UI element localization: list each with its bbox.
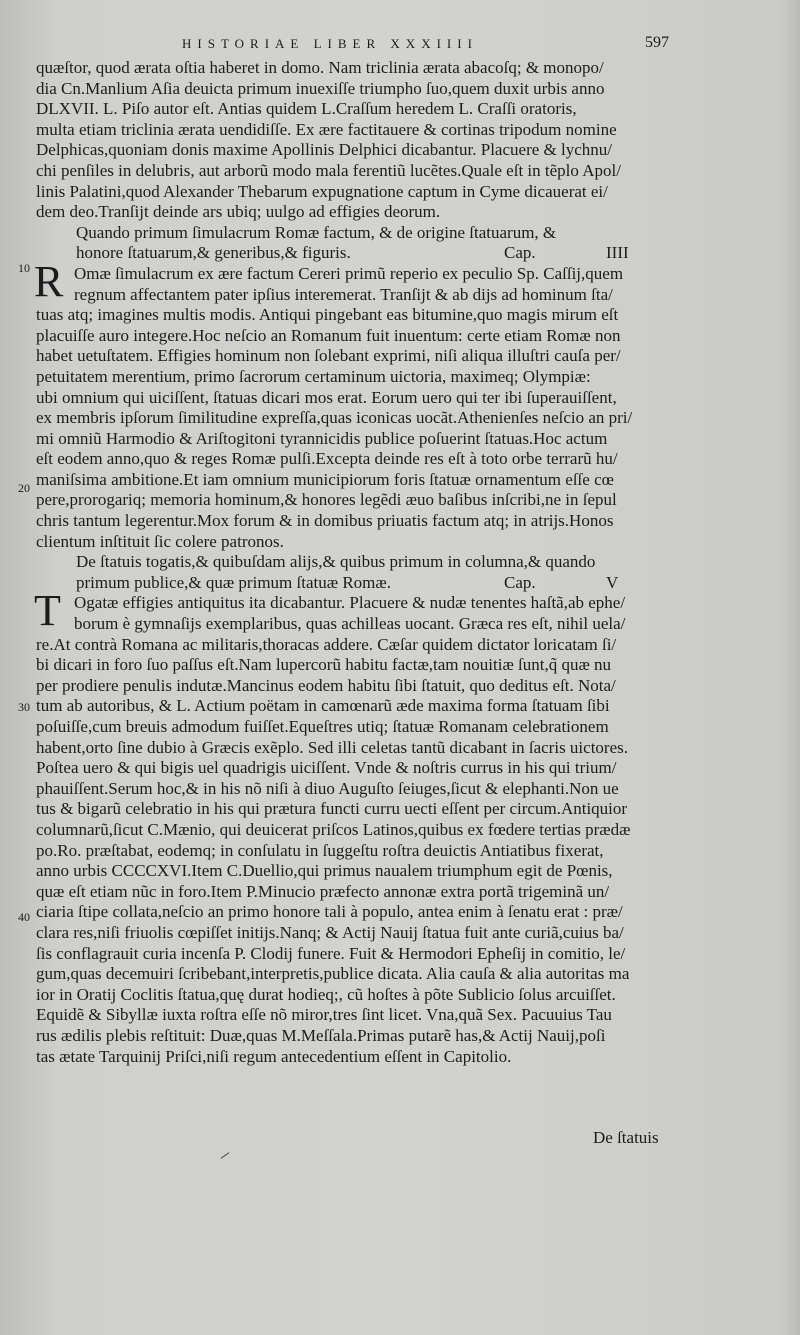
text-line: ſis conflagrauit curia incenſa P. Clodij funere. Fuit & Hermodori Epheſij in comitio, le/ xyxy=(36,943,626,963)
text-line: pere,prorogariq; memoria hominum,& honores legẽdi æuo baſibus inſcribi,ne in ſepul xyxy=(36,490,617,510)
drop-capital: T xyxy=(34,586,61,636)
text-line: chi penſiles in delubris, aut arborũ modo mala ferentiũ lucẽtes.Quale eſt in tẽplo Apol/ xyxy=(36,160,621,180)
text-line: tuas atq; imagines multis modis. Antiqui pingebant eas bitumine,quo magis mirum eſt xyxy=(36,305,619,325)
line-number: 20 xyxy=(18,481,30,495)
running-title: HISTORIAE LIBER XXXIIII xyxy=(182,36,478,51)
line-number: 30 xyxy=(18,700,30,714)
text-line: ciaria ſtipe collata,neſcio an primo honore tali à populo, antea enim à ſenatu erat : præ/ xyxy=(36,902,623,922)
chapter-label: Cap. xyxy=(504,243,536,263)
heading-line-last xyxy=(36,243,670,264)
chapter-number: IIII xyxy=(606,243,629,263)
text-line: Omæ ſimulacrum ex ære factum Cereri primũ reperio ex peculio Sp. Caſſij,quem xyxy=(74,263,624,283)
line-number: 10 xyxy=(18,261,30,275)
catchword: De ſtatuis xyxy=(593,1128,659,1147)
chapter-label: Cap. xyxy=(504,572,536,592)
text-line: gum,quas decemuiri ſcribebant,interpretis,publice dicata. Alia cauſa & alia autoritas ma xyxy=(36,964,630,984)
text-line: ex membris ipſorum ſimilitudine expreſſa,quas iconicas uocãt.Athenienſes neſcio an pri/ xyxy=(36,408,633,428)
text-line: dia Cn.Manlium Aſia deuicta primum inuexiſſe triumpho ſuo,quem duxit urbis anno xyxy=(36,78,605,98)
text-line: dem deo.Tranſijt deinde ars ubiq; uulgo ad effigies deorum. xyxy=(36,202,441,222)
page-number: 597 xyxy=(645,34,669,51)
heading-line-last xyxy=(36,573,670,594)
text-line: rus ædilis plebis reſtituit: Duæ,quas M.Meſſala.Primas putarẽ has,& Actij Nauij,poſi xyxy=(36,1025,606,1045)
text-line: Poſtea uero & qui bigis uel quadrigis uiciſſent. Vnde & noſtris currus in his qui trium/ xyxy=(36,758,617,778)
text-line: anno urbis CCCCXVI.Item C.Duellio,qui primus naualem triumphum egit de Pœnis, xyxy=(36,861,613,881)
chapter-heading-5 xyxy=(36,552,670,593)
text-line: tas ætate Tarquinij Priſci,niſi regum antecedentium eſſent in Capitolio. xyxy=(36,1046,512,1066)
chapter-heading-4 xyxy=(36,223,670,264)
main-text xyxy=(36,58,670,1067)
heading-line: Quando primum ſimulacrum Romæ factum, & de origine ſtatuarum, & xyxy=(76,222,557,242)
text-line: Delphicas,quoniam donis maxime Apollinis Delphici dicabantur. Placuere & lychnu/ xyxy=(36,140,612,160)
text-line: regnum affectantem pater ipſius interemerat. Tranſijt & ab dijs ad hominum ſta/ xyxy=(74,284,613,304)
text-line: chris tantum legerentur.Mox forum & in domibus priuatis factum atq; in atrijs.Honos xyxy=(36,511,614,531)
text-line: quæſtor, quod ærata oſtia haberet in domo. Nam triclinia ærata abacoſq; & monopo/ xyxy=(36,58,604,77)
text-line: re.At contrà Romana ac militaris,thoracas addere. Cæſar quidem dictator loricatam ſi/ xyxy=(36,634,617,654)
text-line: Equidẽ & Sibyllæ iuxta roſtra eſſe nõ miror,tres ſint licet. Vna,quã Sex. Pacuuius Tau xyxy=(36,1005,612,1025)
text-line: poſuiſſe,cum breuis admodum fuiſſet.Equeſtres utiq; ſtatuæ Romanam celebrationem xyxy=(36,717,609,736)
text-line: petuitatem merentium, primo ſacrorum certaminum uictoria, maximeq; Olympiæ: xyxy=(36,366,591,386)
paragraph-1 xyxy=(36,58,670,223)
text-line: clara res,niſi friuolis cœpiſſet initijs.Nanq; & Actij Nauij ſtatua fuit ante curiã,cuius ba/ xyxy=(36,922,624,942)
text-line: columnarũ,ſicut C.Mænio, qui deuicerat priſcos Latinos,quibus ex fœdere tertias prædæ xyxy=(36,819,631,839)
text-line: ior in Oratij Coclitis ſtatua,quę durat hodieq;, cũ hoſtes à põte Sublicio ſolus arcuiſſet. xyxy=(36,984,616,1004)
text-line: DLXVII. L. Piſo autor eſt. Antias quidem L.Craſſum heredem L. Craſſi oratoris, xyxy=(36,99,577,119)
paragraph-3 xyxy=(34,586,670,1067)
heading-line: honore ſtatuarum,& generibus,& figuris. xyxy=(76,243,351,263)
text-line: tus & bigarũ celebratio in his qui prætura functi curru uecti eſſent per circum.Antiquior xyxy=(36,799,628,819)
text-line: placuiſſe auro integere.Hoc neſcio an Romanum fuit inuentum: certe etiam Romæ non xyxy=(36,325,621,345)
stray-ink-mark xyxy=(221,1152,230,1159)
paragraph-2 xyxy=(34,256,670,552)
text-line: phauiſſent.Serum hoc,& in his nõ niſi à diuo Auguſto ſeiuges,ſicut & elephanti.Non ue xyxy=(36,778,619,798)
text-line: maniſsima ambitione.Et iam omnium municipiorum foris ſtatuæ ornamentum eſſe cœ xyxy=(36,469,614,489)
text-line: po.Ro. præſtabat, eodemq; in conſulatu in ſuggeſtu roſtra deuictis Antiatibus fixerat, xyxy=(36,840,604,860)
drop-capital: R xyxy=(34,256,64,306)
text-line: ubi omnium qui uiciſſent, ſtatuas dicari mos erat. Eorum uero qui ter ibi ſuperauiſſent, xyxy=(36,387,617,407)
text-line: tum ab autoribus, & L. Actium poëtam in camœnarũ æde maxima forma ſtatuam ſibi xyxy=(36,696,610,716)
text-line: borum è gymnaſijs exemplaribus, quas achilleas uocant. Græca res eſt, nihil uela/ xyxy=(74,614,626,634)
text-line: habent,orto ſine dubio à Græcis exẽplo. Sed illi celetas tantũ dicabant in ſacris uictores. xyxy=(36,737,628,757)
text-line: linis Palatini,quod Alexander Thebarum expugnatione captum in Cyme dicauerat ei/ xyxy=(36,181,608,201)
text-line: quæ eſt etiam nũc in foro.Item P.Minucio præfecto annonæ extra portã trigeminã un/ xyxy=(36,881,610,901)
heading-line: primum publice,& quæ primum ſtatuæ Romæ. xyxy=(76,572,391,592)
text-line: mi omniũ Harmodio & Ariſtogitoni tyrannicidis publice poſuerint ſtatuas.Hoc actum xyxy=(36,428,608,448)
text-line: per prodiere penulis indutæ.Mancinus eodem habitu ſibi ſtatuit, quo deditus eſt. Nota/ xyxy=(36,675,616,695)
text-line: multa etiam triclinia ærata uendidiſſe. Ex ære factitauere & cortinas tripodum nomine xyxy=(36,119,617,139)
text-line: eſt eodem anno,quo & reges Romæ pulſi.Excepta deinde res eſt à toto orbe terrarũ hu/ xyxy=(36,449,618,469)
text-line: clientum inſtituit ſic colere patronos. xyxy=(36,531,284,551)
text-line: bi dicari in foro ſuo paſſus eſt.Nam lupercorũ habitu factæ,tam nouitiæ ſunt,q̃ quæ nu xyxy=(36,655,612,675)
text-line: habet uetuſtatem. Effigies hominum non ſolebant exprimi, niſi aliqua illuſtri cauſa per/ xyxy=(36,346,621,366)
heading-line: De ſtatuis togatis,& quibuſdam alijs,& quibus primum in columna,& quando xyxy=(76,552,596,572)
text-line: Ogatæ effigies antiquitus ita dicabantur. Placuere & nudæ tenentes haſtã,ab ephe/ xyxy=(74,593,626,613)
chapter-number: V xyxy=(606,572,619,592)
line-number: 40 xyxy=(18,910,30,924)
